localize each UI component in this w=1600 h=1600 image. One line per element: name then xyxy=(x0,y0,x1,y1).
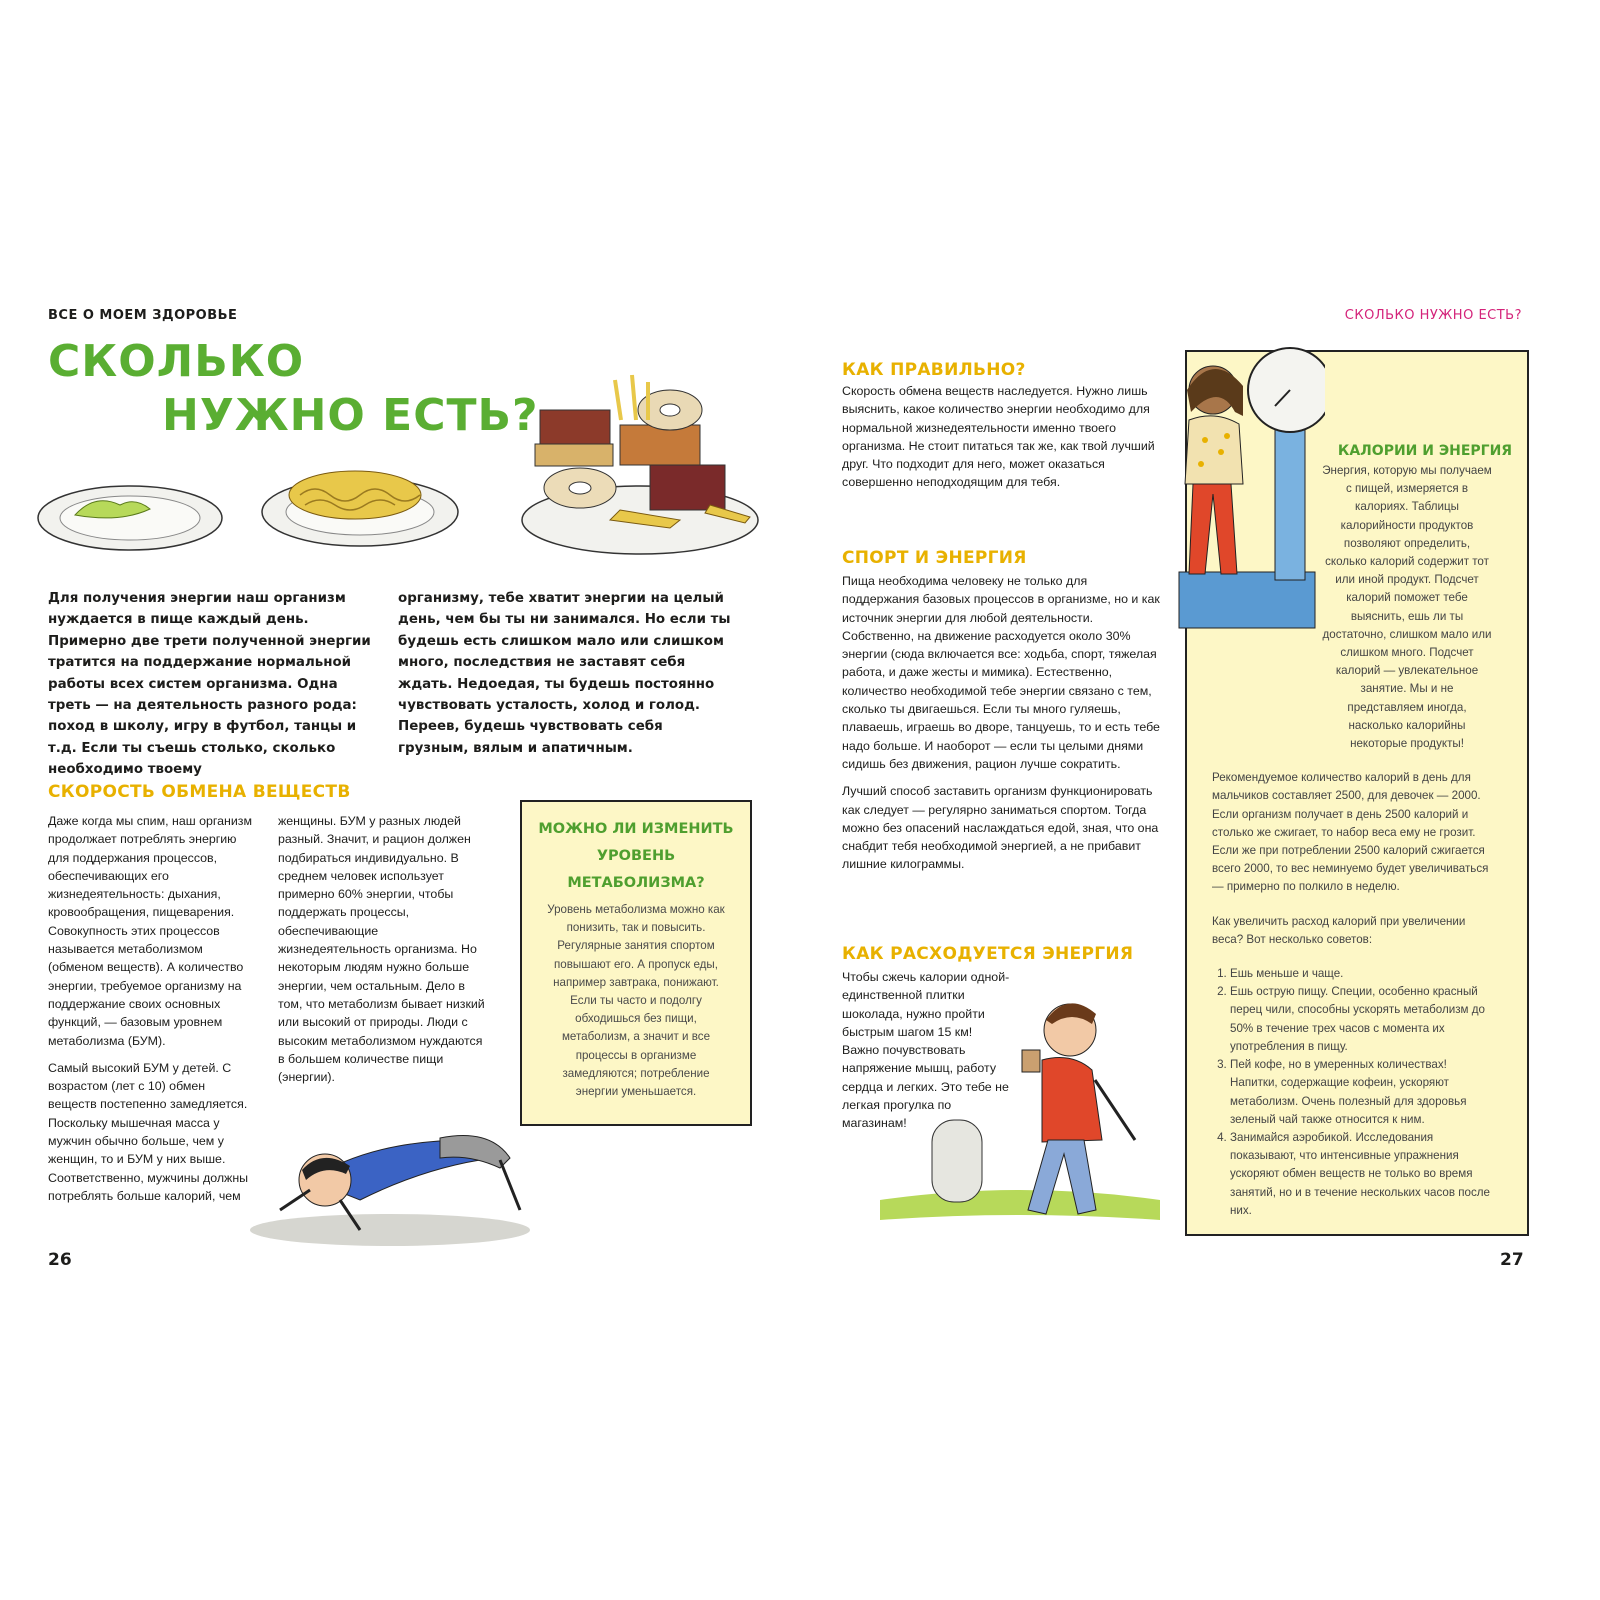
metabolism-paragraph-3: женщины. БУМ у разных людей разный. Значит, и рацион должен подбираться индивидуально. В среднем человек использует примерно 60% энергии, чтобы поддержать процессы, обеспечивающие жизнедеятельность организма. Но некоторым людям нужно больше энергии, чем остальным. Дело в том, что метаболизм бывает низкий или высокий от природы. Люди с высоким метаболизмом нуждаются в большем количестве пищи (энергии). xyxy=(278,814,485,1085)
section-heading-how-right: КАК ПРАВИЛЬНО? xyxy=(842,360,1026,380)
walking-boy-illustration xyxy=(880,990,1170,1240)
section-text-how-right: Скорость обмена веществ наследуется. Нужно лишь выяснить, какое количество энергии необходимо для нормальной жизнедеятельности именно твоего организма. Не стоит питаться так же, как твой лучший друг. Что подходит для него, может оказаться совершенно неподходящим для тебя. xyxy=(842,384,1155,490)
pushup-boy-illustration xyxy=(240,1120,540,1250)
section-heading-sport-energy: СПОРТ И ЭНЕРГИЯ xyxy=(842,548,1027,568)
sidebar-heading: КАЛОРИИ И ЭНЕРГИЯ xyxy=(1337,443,1513,459)
sidebar-paragraph-3: Как увеличить расход калорий при увеличении веса? Вот несколько советов: xyxy=(1212,914,1466,946)
page-number-left: 26 xyxy=(48,1250,72,1270)
title-line-2: НУЖНО ЕСТЬ? xyxy=(162,390,539,441)
metabolism-column-1 xyxy=(48,812,256,1214)
metabolism-box-text: Уровень метаболизма можно как понизить, так и повысить. Регулярные занятия спортом повышают его. А пропуск еды, например завтрака, понижают. Если ты часто и подолгу обходишься без пищи, метаболизм, а значит и все процессы в организме замедляются; потребление энергии уменьшается. xyxy=(547,903,725,1099)
section-heading-metabolism: СКОРОСТЬ ОБМЕНА ВЕЩЕСТВ xyxy=(48,782,351,802)
sport-energy-paragraph-2: Лучший способ заставить организм функционировать как следует — регулярно заниматься спортом. Тогда можно без опасений наслаждаться едой, зная, что она снабдит тебя необходимой энергией, а не прибавит лишние килограммы. xyxy=(842,784,1159,872)
tip-item: 4. Занимайся аэробикой. Исследования показывают, что интенсивные упражнения ускоряют обмен веществ не только во время занятий, но и в течение нескольких часов после них. xyxy=(1230,1129,1492,1220)
sidebar-paragraph-2: Рекомендуемое количество калорий в день для мальчиков составляет 2500, для девочек — 2000. Если организм получает в день 2500 калорий и столько же сжигает, то набор веса ему не грозит. Если же при потреблении 2500 калорий сжигается всего 2000, то вес неминуемо будет увеличиваться — примерно по полкило в неделю. xyxy=(1212,771,1489,894)
section-text-energy-spending: Чтобы сжечь калории одной-единственной плитки шоколада, нужно пройти быстрым шагом 15 км! Важно почувствовать напряжение мышц, работу сердца и легких. Это тебе не легкая прогулка по магазинам! xyxy=(842,970,1010,1131)
title-line-1: СКОЛЬКО xyxy=(48,336,305,387)
section-sport-energy xyxy=(842,572,1160,883)
metabolism-paragraph-1: Даже когда мы спим, наш организм продолжает потреблять энергию для поддержания процессов, обеспечивающих его жизнедеятельность: дыхания, кровообращения, пищеварения. Совокупность этих процессов называется метаболизмом (обменом веществ). А количество энергии, требуемое организму на поддержание своих основных функций, — базовым уровнем метаболизма (БУМ). xyxy=(48,814,252,1048)
metabolism-paragraph-2: Самый высокий БУМ у детей. С возрастом (лет с 10) обмен веществ постепенно замедляется. Поскольку мышечная масса у мужчин обычно больше, чем у женщин, то и БУМ у них выше. Соответственно, мужчины должны потреблять больше калорий, чем xyxy=(48,1060,249,1203)
sidebar-tips-list xyxy=(1212,965,1492,1220)
plates-illustration xyxy=(20,370,760,570)
plate-fastfood-image xyxy=(522,375,758,554)
running-head-right: СКОЛЬКО НУЖНО ЕСТЬ? xyxy=(1344,308,1522,323)
tip-item: 1. Ешь меньше и чаще. xyxy=(1230,965,1492,983)
page-number-right: 27 xyxy=(1500,1250,1524,1270)
tip-item: 3. Пей кофе, но в умеренных количествах! Напитки, содержащие кофеин, ускоряют метаболизм. Очень полезный для здоровья зеленый чай также относится к ним. xyxy=(1230,1056,1492,1129)
metabolism-change-box xyxy=(520,800,752,1126)
section-heading-energy-spending: КАК РАСХОДУЕТСЯ ЭНЕРГИЯ xyxy=(842,944,1134,964)
lead-column-2: организму, тебе хватит энергии на целый день, чем бы ты ни занимался. Но если ты будешь есть слишком мало или слишком много, последствия не заставят себя ждать. Недоедая, ты будешь постоянно чувствовать усталость, холод и голод. Переев, будешь чувствовать себя грузным, вялым и апатичным. xyxy=(398,591,731,756)
sport-energy-paragraph-1: Пища необходима человеку не только для поддержания базовых процессов в организме, но и как источник энергии для любой деятельности. Собственно, на движение расходуется около 30% энергии (сюда включается все: ходьба, спорт, тяжелая работа, и даже жесты и мимика). Естественно, количество необходимой тебе энергии связано с тем, сколько ты двигаешься. Если ты много гуляешь, плаваешь, играешь во дворе, танцуешь, то и есть тебе надо больше. И наоборот — если ты целыми днями сидишь без движения, рацион лучше сократить. xyxy=(842,574,1160,771)
plate-salad-image xyxy=(38,486,222,550)
plate-noodles-image xyxy=(262,471,458,546)
lead-column-1: Для получения энергии наш организм нуждается в пище каждый день. Примерно две трети полученной энергии тратится на поддержание нормальной работы всех систем организма. Одна треть — на деятельность разного рода: поход в школу, игру в футбол, танцы и т.д. Если ты съешь столько, сколько необходимо твоему xyxy=(48,591,371,778)
metabolism-column-2 xyxy=(278,812,492,1095)
running-head-left: ВСЕ О МОЕМ ЗДОРОВЬЕ xyxy=(48,308,238,323)
metabolism-box-heading: МОЖНО ЛИ ИЗМЕНИТЬ УРОВЕНЬ МЕТАБОЛИЗМА? xyxy=(538,821,734,891)
sidebar-paragraph-1: Энергия, которую мы получаем с пищей, измеряется в калориях. Таблицы калорийности продуктов позволяют определить, сколько калорий содержит тот или иной продукт. Подсчет калорий поможет тебе выяснить, ешь ли ты достаточно, слишком мало или слишком много. Подсчет калорий — увлекательное занятие. Мы и не представляем иногда, насколько калорийны некоторые продукты! xyxy=(1322,464,1492,751)
tip-item: 2. Ешь острую пищу. Специи, особенно красный перец чили, способны ускорять метаболизм до 50% в течение трех часов с момента их употребления в пищу. xyxy=(1230,983,1492,1056)
girl-on-scale-illustration xyxy=(1165,340,1325,640)
